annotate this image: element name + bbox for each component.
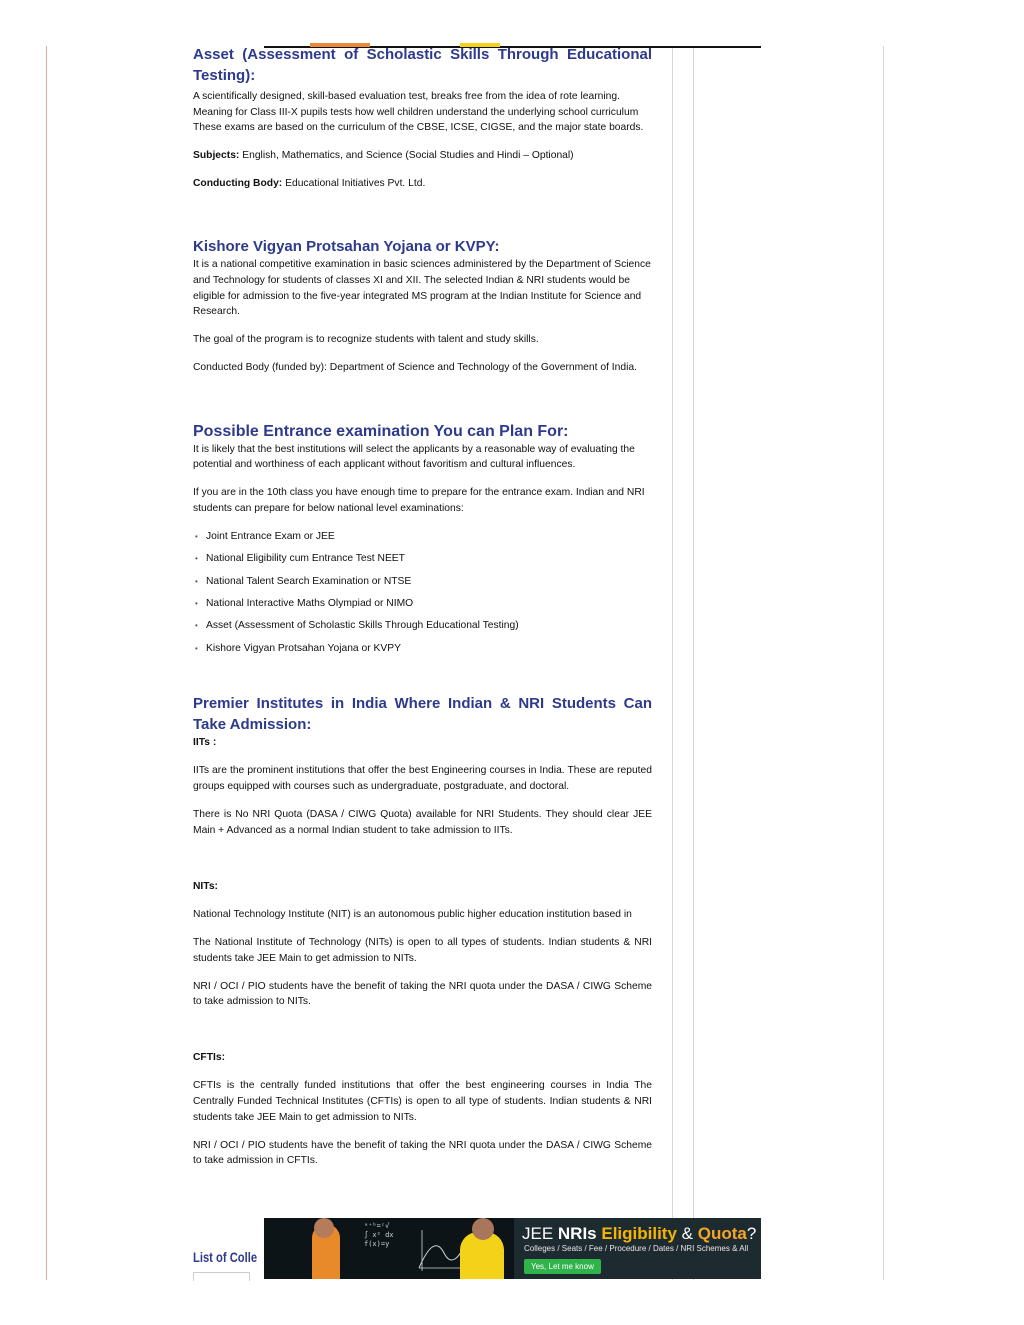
conducting-body-value: Educational Initiatives Pvt. Ltd. [282,178,426,190]
right-border-line [883,46,884,1280]
teacher-head-right [472,1218,494,1240]
nits-paragraph-3: NRI / OCI / PIO students have the benefit of taking the NRI quota under the DASA / CIWG Scheme to take admission to NITs. [193,980,652,1008]
jee-nri-ad-banner[interactable] [264,1218,761,1279]
article-content [193,44,652,1181]
possible-exams-heading: Possible Entrance examination You can Plan For: [193,422,569,440]
asset-conducting-body [193,176,652,192]
subjects-value: English, Mathematics, and Science (Social Studies and Hindi – Optional) [239,150,574,162]
kvpy-paragraph-1: It is a national competitive examination in basic sciences administered by the Department of Science and Technology for students of classes XI and XII. The selected Indian & NRI students would be eligible for admission to the five-year integrated MS program at the Indian Institute for Science and Research. [193,259,651,318]
nits-label: NITs: [193,880,218,892]
iits-paragraph-1: IITs are the prominent institutions that offer the best Engineering courses in India. These are reputed groups equipped with courses such as undergraduate, postgraduate, and doctoral. [193,765,652,792]
asset-subjects [193,148,652,164]
nits-paragraph-2: The National Institute of Technology (NITs) is open to all types of students. Indian students & NRI students take JEE Main to get admission to NITs. [193,936,652,964]
conducting-body-label: Conducting Body: [193,178,283,190]
teacher-head-left [314,1218,334,1238]
cftis-label: CFTIs: [193,1052,226,1064]
asset-heading: Asset (Assessment of Scholastic Skills Through Educational Testing): [193,46,652,84]
list-item: • Asset (Assessment of Scholastic Skills Through Educational Testing) [193,618,652,633]
table-edge [193,1272,250,1281]
list-item: • National Interactive Maths Olympiad or NIMO [193,596,652,611]
kvpy-heading: Kishore Vigyan Protsahan Yojana or KVPY: [193,238,500,256]
iits-label: IITs : [193,737,217,749]
exam-list [193,529,652,656]
possible-paragraph-2: If you are in the 10th class you have enough time to prepare for the entrance exam. Indian and NRI students can prepare for below national level examinations: [193,487,645,514]
sidebar-left-border-line [693,46,694,1280]
cftis-paragraph-2: NRI / OCI / PIO students have the benefit of taking the NRI quota under the DASA / CIWG Scheme to take admission in CFTIs. [193,1139,652,1167]
premier-institutes-heading: Premier Institutes in India Where Indian & NRI Students Can Take Admission: [193,695,652,734]
list-item: • National Eligibility cum Entrance Test NEET [193,551,652,566]
asset-description: A scientifically designed, skill-based evaluation test, breaks free from the idea of rote learning. Meaning for Class III-X pupils tests how well children understand the underlying school curriculum These exams are based on the curriculum of the CBSE, ICSE, CIGSE, and the major state boards. [193,91,644,134]
banner-cta-button[interactable]: Yes, Let me know [524,1259,601,1274]
possible-paragraph-1: It is likely that the best institutions will select the applicants by a reasonable way of evaluating the potential and worthiness of each applicant without favoritism and cultural influences. [193,443,635,471]
chalk-equations: ᵃ⁺ᵇ=ᶜ√ ∫ x² dx f(x)=y [364,1222,394,1248]
content-right-border-line [672,46,673,1280]
cftis-paragraph-1: CFTIs is the centrally funded institutions that offer the best engineering courses in India The Centrally Funded Technical Institutes (CFTIs) is open to all type of students. Indian students & NRI students take JEE Main to get admission to NITs. [193,1080,652,1123]
list-item: • Joint Entrance Exam or JEE [193,529,652,544]
list-of-colleges-heading: List of Colle [193,1249,258,1265]
kvpy-paragraph-3: Conducted Body (funded by): Department of Science and Technology of the Government of India. [193,362,637,374]
left-border-line [46,46,47,1280]
banner-subline: Colleges / Seats / Fee / Procedure / Dates / NRI Schemes & All [524,1244,749,1253]
iits-paragraph-2: There is No NRI Quota (DASA / CIWG Quota) available for NRI Students. They should clear JEE Main + Advanced as a normal Indian student to take admission to IITs. [193,809,652,836]
list-item: • Kishore Vigyan Protsahan Yojana or KVPY [193,641,652,656]
kvpy-paragraph-2: The goal of the program is to recognize students with talent and study skills. [193,334,539,346]
nits-paragraph-1: National Technology Institute (NIT) is an autonomous public higher education institution based in [193,908,632,920]
banner-headline: JEE NRIs Eligibility & Quota? [522,1224,757,1243]
list-item: • National Talent Search Examination or NTSE [193,574,652,589]
subjects-label: Subjects: [193,150,240,162]
